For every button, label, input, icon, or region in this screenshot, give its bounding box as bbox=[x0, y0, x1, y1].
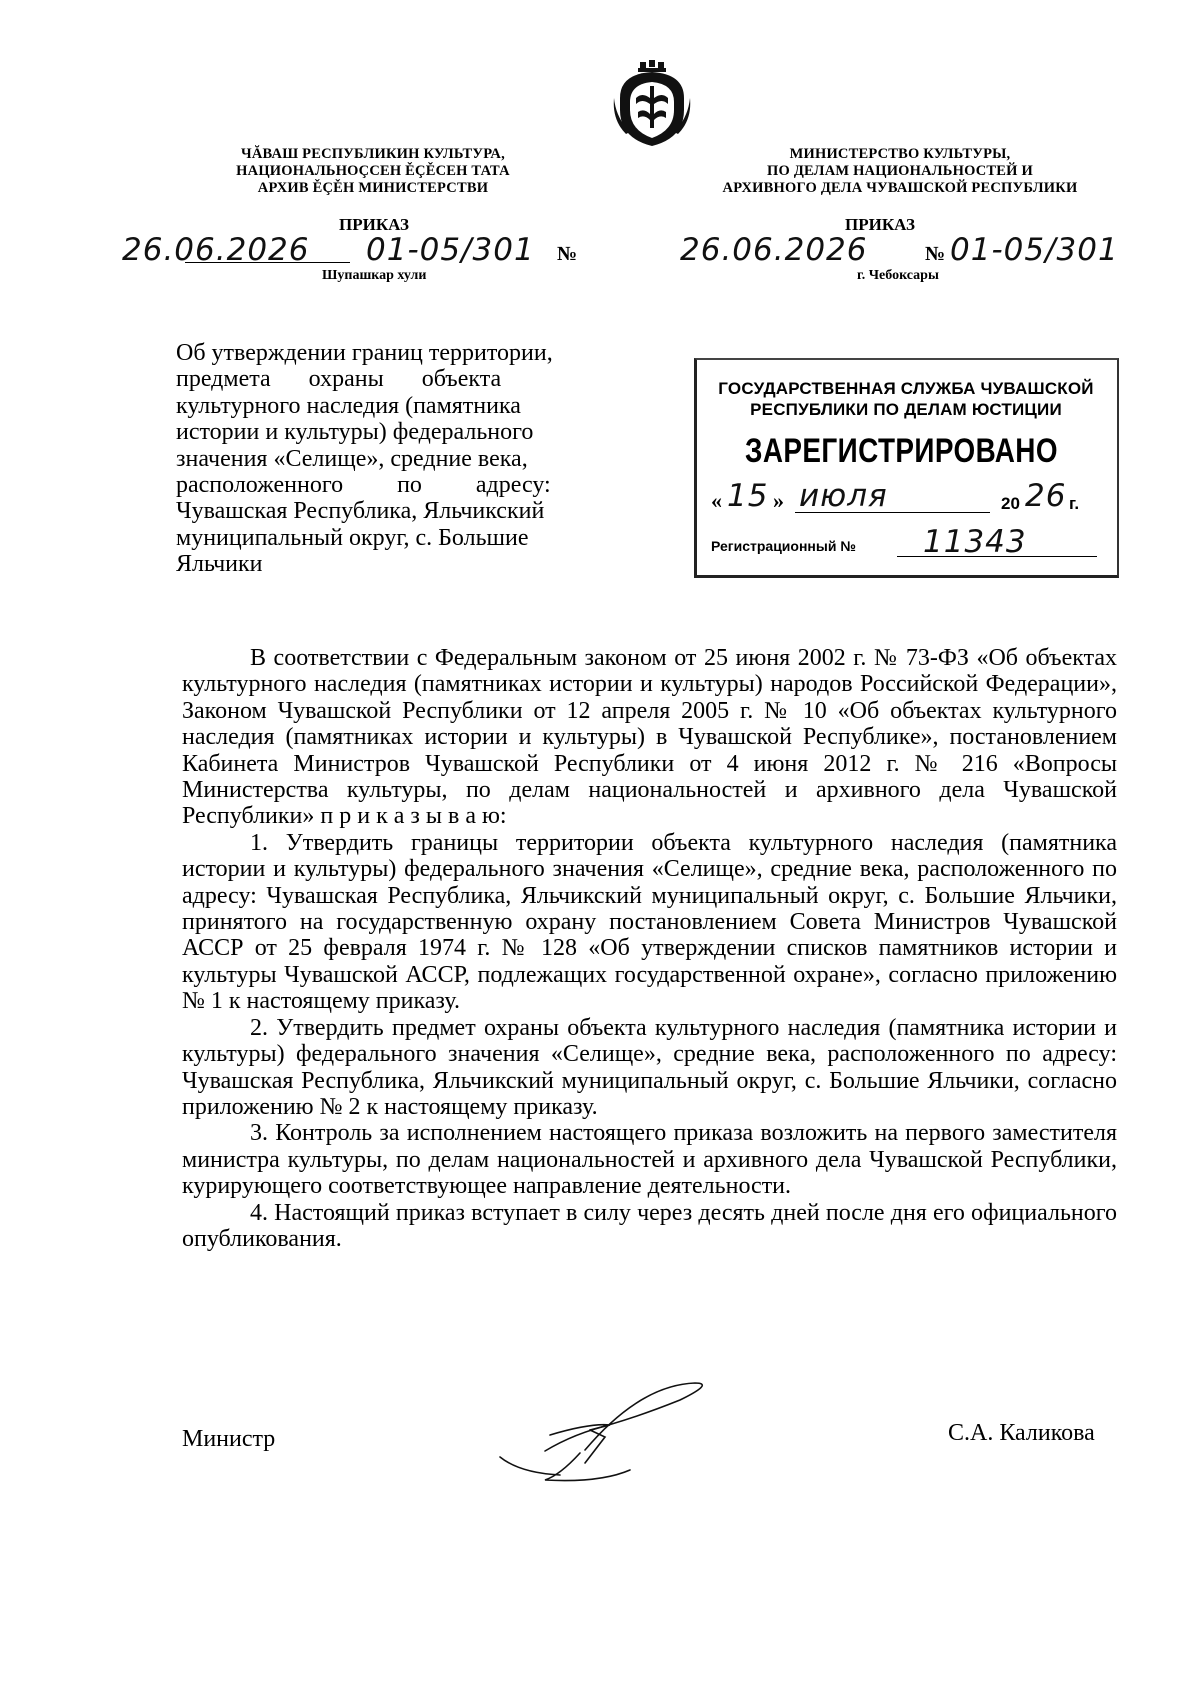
header-right-line-3: АРХИВНОГО ДЕЛА ЧУВАШСКОЙ РЕСПУБЛИКИ bbox=[722, 180, 1078, 196]
coat-of-arms-emblem bbox=[612, 58, 692, 148]
header-left-place: Шупашкар хули bbox=[322, 268, 427, 283]
header-right-line-2: ПО ДЕЛАМ НАЦИОНАЛЬНОСТЕЙ И bbox=[767, 163, 1033, 179]
body-paragraph: 4. Настоящий приказ вступает в силу через десять дней после дня его официального опубликования. bbox=[182, 1199, 1117, 1252]
signatory-position: Министр bbox=[182, 1426, 276, 1452]
header-left-line-3: АРХИВ ĚÇĚН МИНИСТЕРСТВИ bbox=[257, 180, 489, 196]
header-right-org bbox=[705, 146, 1095, 197]
stamp-year-unit: г. bbox=[1069, 494, 1080, 513]
stamp-day: 15 bbox=[727, 478, 769, 514]
document-body bbox=[182, 645, 1117, 1252]
header-right-date: 26.06.2026 bbox=[680, 232, 868, 268]
header-right-place: г. Чебоксары bbox=[857, 268, 939, 283]
handwritten-signature bbox=[490, 1375, 720, 1490]
subject-line: истории и культуры) федерального bbox=[176, 419, 534, 446]
header-left-date-underline bbox=[185, 262, 350, 263]
body-paragraph: 1. Утвердить границы территории объекта культурного наследия (памятника истории и культуры) федерального значения «Селище», средние века, расположенного по адресу: Чувашская Республика, Яльчикский муниципальный округ, с. Большие Яльчики, принятого на государственную охрану постановлением Совета Министров Чувашской АССР от 25 февраля 1974 г. № 128 «Об утверждении списков памятников истории и культуры Чувашской АССР, подлежащих государственной охране», согласно приложению № 1 к настоящему приказу. bbox=[182, 829, 1117, 1015]
stamp-agency-line-2: РЕСПУБЛИКИ ПО ДЕЛАМ ЮСТИЦИИ bbox=[750, 400, 1062, 419]
subject-line: предмета охраны объекта bbox=[176, 366, 502, 393]
document-subject bbox=[176, 340, 596, 578]
header-left-date: 26.06.2026 bbox=[122, 232, 310, 268]
subject-line: значения «Селище», средние века, bbox=[176, 445, 528, 472]
stamp-status: ЗАРЕГИСТРИРОВАНО bbox=[745, 432, 1058, 470]
stamp-agency bbox=[701, 378, 1111, 420]
header-left-line-2: НАЦИОНАЛЬНОÇСЕН ĚÇĚСЕН ТАТА bbox=[236, 163, 510, 179]
stamp-month-underline bbox=[795, 512, 990, 513]
stamp-reg-underline bbox=[897, 556, 1097, 557]
stamp-reg-row bbox=[711, 524, 1106, 564]
registration-stamp bbox=[694, 358, 1119, 578]
header-right-doc-type: ПРИКАЗ bbox=[845, 215, 915, 234]
stamp-year-suffix: 26 bbox=[1025, 478, 1067, 514]
body-paragraph: В соответствии с Федеральным законом от 25 июня 2002 г. № 73-ФЗ «Об объектах культурного наследия (памятниках истории и культуры) народов Российской Федерации», Законом Чувашской Республики от 12 апреля 2005 г. № 10 «Об объектах культурного наследия (памятниках истории и культуры) в Чувашской Республике», постановлением Кабинета Министров Чувашской Республики от 4 июня 2012 г. № 216 «Вопросы Министерства культуры, по делам национальностей и архивного дела Чувашской Республики» п р и к а з ы в а ю: bbox=[182, 645, 1117, 830]
header-right-line-1: МИНИСТЕРСТВО КУЛЬТУРЫ, bbox=[789, 146, 1011, 162]
subject-line: муниципальный округ, с. Большие bbox=[176, 524, 529, 551]
stamp-agency-line-1: ГОСУДАРСТВЕННАЯ СЛУЖБА ЧУВАШСКОЙ bbox=[718, 379, 1094, 398]
header-left-doc-type: ПРИКАЗ bbox=[339, 215, 409, 234]
header-right-number-sign: № bbox=[925, 243, 946, 265]
body-paragraph: 2. Утвердить предмет охраны объекта культурного наследия (памятника истории и культуры) федерального значения «Селище», средние века, расположенного по адресу: Чувашская Республика, Яльчикский муниципальный округ, с. Большие Яльчики, согласно приложению № 2 к настоящему приказу. bbox=[182, 1014, 1117, 1120]
header-left-org bbox=[218, 146, 528, 197]
header-left-number-sign: № bbox=[557, 243, 578, 265]
subject-line: расположенного по адресу: bbox=[176, 472, 551, 499]
stamp-year-prefix: 20 bbox=[1001, 494, 1020, 513]
stamp-date-row: « 15 » июля 20 26 г. bbox=[711, 478, 1080, 514]
subject-line: Яльчики bbox=[176, 551, 263, 578]
header-left-number: 01-05/301 bbox=[366, 232, 535, 268]
header-right-number: 01-05/301 bbox=[950, 232, 1119, 268]
subject-line: культурного наследия (памятника bbox=[176, 392, 521, 419]
stamp-month: июля bbox=[799, 478, 888, 514]
header-left-line-1: ЧĂВАШ РЕСПУБЛИКИН КУЛЬТУРА, bbox=[241, 146, 505, 162]
subject-line: Чувашская Республика, Яльчикский bbox=[176, 498, 545, 525]
subject-line: Об утверждении границ территории, bbox=[176, 340, 553, 366]
stamp-reg-number: 11343 bbox=[923, 524, 1027, 560]
signatory-name: С.А. Каликова bbox=[948, 1420, 1095, 1446]
stamp-reg-label: Регистрационный № bbox=[711, 538, 856, 554]
body-paragraph: 3. Контроль за исполнением настоящего приказа возложить на первого заместителя министра культуры, по делам национальностей и архивного дела Чувашской Республики, курирующего соответствующее направление деятельности. bbox=[182, 1120, 1117, 1200]
